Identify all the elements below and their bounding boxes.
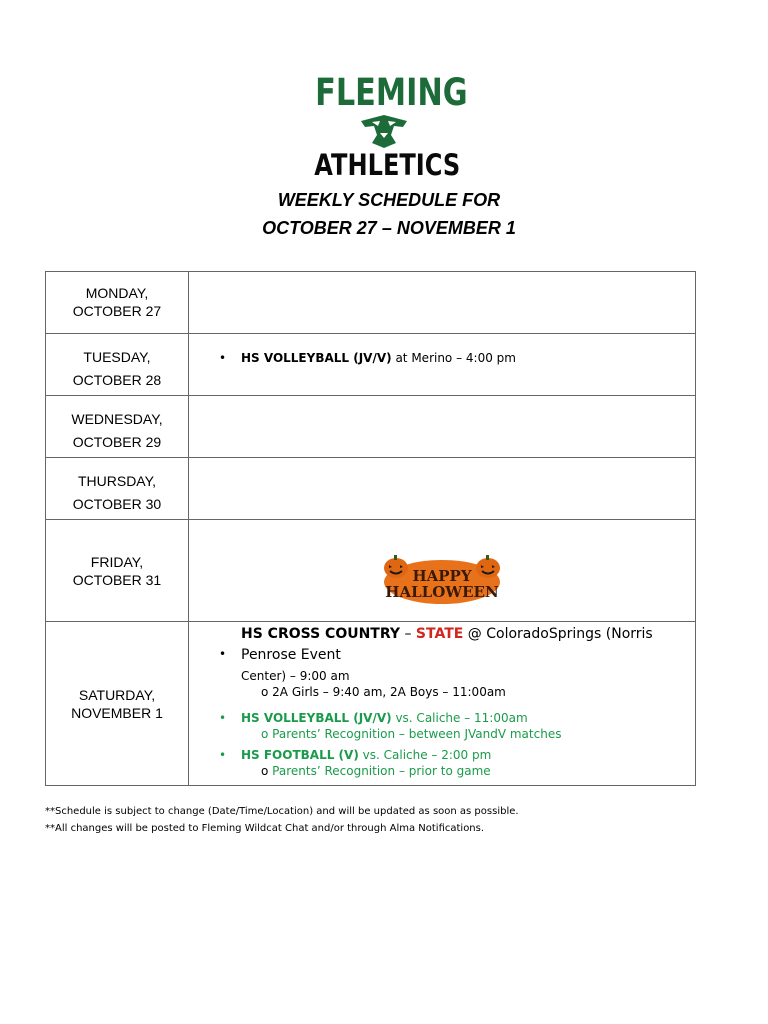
banner-text-halloween: HALLOWEEN <box>385 583 499 601</box>
logo-athletics-text: ATHLETICS <box>314 148 461 182</box>
day-name: TUESDAY, <box>83 349 151 365</box>
event-name: HS VOLLEYBALL (JV/V) <box>241 351 392 365</box>
banner-text-happy: HAPPY <box>412 567 472 585</box>
event-detail: vs. Caliche – 11:00am <box>395 711 528 725</box>
event-subitem: Parents’ Recognition – prior to game <box>272 764 491 778</box>
event-cell-tuesday <box>189 334 696 396</box>
day-date: OCTOBER 31 <box>72 572 162 588</box>
day-name: THURSDAY, <box>77 473 157 489</box>
schedule-title-line1: WEEKLY SCHEDULE FOR <box>277 190 501 210</box>
schedule-row-tuesday <box>46 334 696 396</box>
pumpkin-icon <box>384 555 408 578</box>
day-cell-monday <box>46 272 189 334</box>
weekly-schedule-table <box>45 271 696 786</box>
logo-fleming-text: FLEMING <box>315 71 468 114</box>
subitem-marker: o <box>261 764 269 778</box>
day-cell-wednesday <box>46 396 189 458</box>
event-name-cross-country: HS CROSS COUNTRY <box>241 626 401 642</box>
day-name: SATURDAY, <box>78 686 156 703</box>
schedule-row-monday <box>46 272 696 334</box>
day-date: NOVEMBER 1 <box>71 704 163 721</box>
day-cell-thursday <box>46 458 189 520</box>
fleming-athletics-logo <box>300 72 468 184</box>
event-subitem: o Parents’ Recognition – between JVandV matches <box>261 727 562 741</box>
footnote-schedule-change: **Schedule is subject to change (Date/Time/Location) and will be updated as soon as possible. <box>45 806 519 817</box>
event-cell-saturday <box>189 622 696 786</box>
event-place-line1: @ ColoradoSprings (Norris <box>467 626 653 642</box>
happy-halloween-banner <box>380 550 504 612</box>
bullet-icon: • <box>219 748 227 762</box>
event-time: Center) – 9:00 am <box>241 669 350 683</box>
event-dash: – <box>404 626 412 642</box>
schedule-title-line2: OCTOBER 27 – NOVEMBER 1 <box>262 218 516 238</box>
schedule-row-friday <box>46 520 696 622</box>
day-cell-tuesday <box>46 334 189 396</box>
event-cell-thursday <box>189 458 696 520</box>
event-subitem: o 2A Girls – 9:40 am, 2A Boys – 11:00am <box>261 685 506 699</box>
day-date: OCTOBER 29 <box>72 434 162 450</box>
state-label: STATE <box>415 626 464 642</box>
day-date: OCTOBER 30 <box>72 496 162 512</box>
event-cell-monday <box>189 272 696 334</box>
event-cell-friday <box>189 520 696 622</box>
event-name-football: HS FOOTBALL (V) <box>241 748 359 762</box>
day-date: OCTOBER 27 <box>72 303 162 319</box>
day-name: FRIDAY, <box>90 554 144 570</box>
bullet-icon: • <box>219 351 227 365</box>
event-detail: vs. Caliche – 2:00 pm <box>362 748 492 762</box>
pumpkin-icon <box>476 555 500 578</box>
day-date: OCTOBER 28 <box>72 372 162 388</box>
footnote-notifications: **All changes will be posted to Fleming Wildcat Chat and/or through Alma Notifications. <box>45 823 485 834</box>
bullet-icon: • <box>219 711 227 725</box>
day-cell-friday <box>46 520 189 622</box>
schedule-row-thursday <box>46 458 696 520</box>
bullet-icon: • <box>219 647 227 661</box>
wildcat-paw-icon <box>358 113 410 149</box>
schedule-row-wednesday <box>46 396 696 458</box>
event-detail: at Merino – 4:00 pm <box>395 351 516 365</box>
event-name-volleyball: HS VOLLEYBALL (JV/V) <box>241 711 392 725</box>
schedule-row-saturday <box>46 622 696 786</box>
day-name: WEDNESDAY, <box>71 411 163 427</box>
day-cell-saturday <box>46 622 189 786</box>
event-cell-wednesday <box>189 396 696 458</box>
event-place-line2: Penrose Event <box>241 647 341 663</box>
day-name: MONDAY, <box>85 285 149 301</box>
